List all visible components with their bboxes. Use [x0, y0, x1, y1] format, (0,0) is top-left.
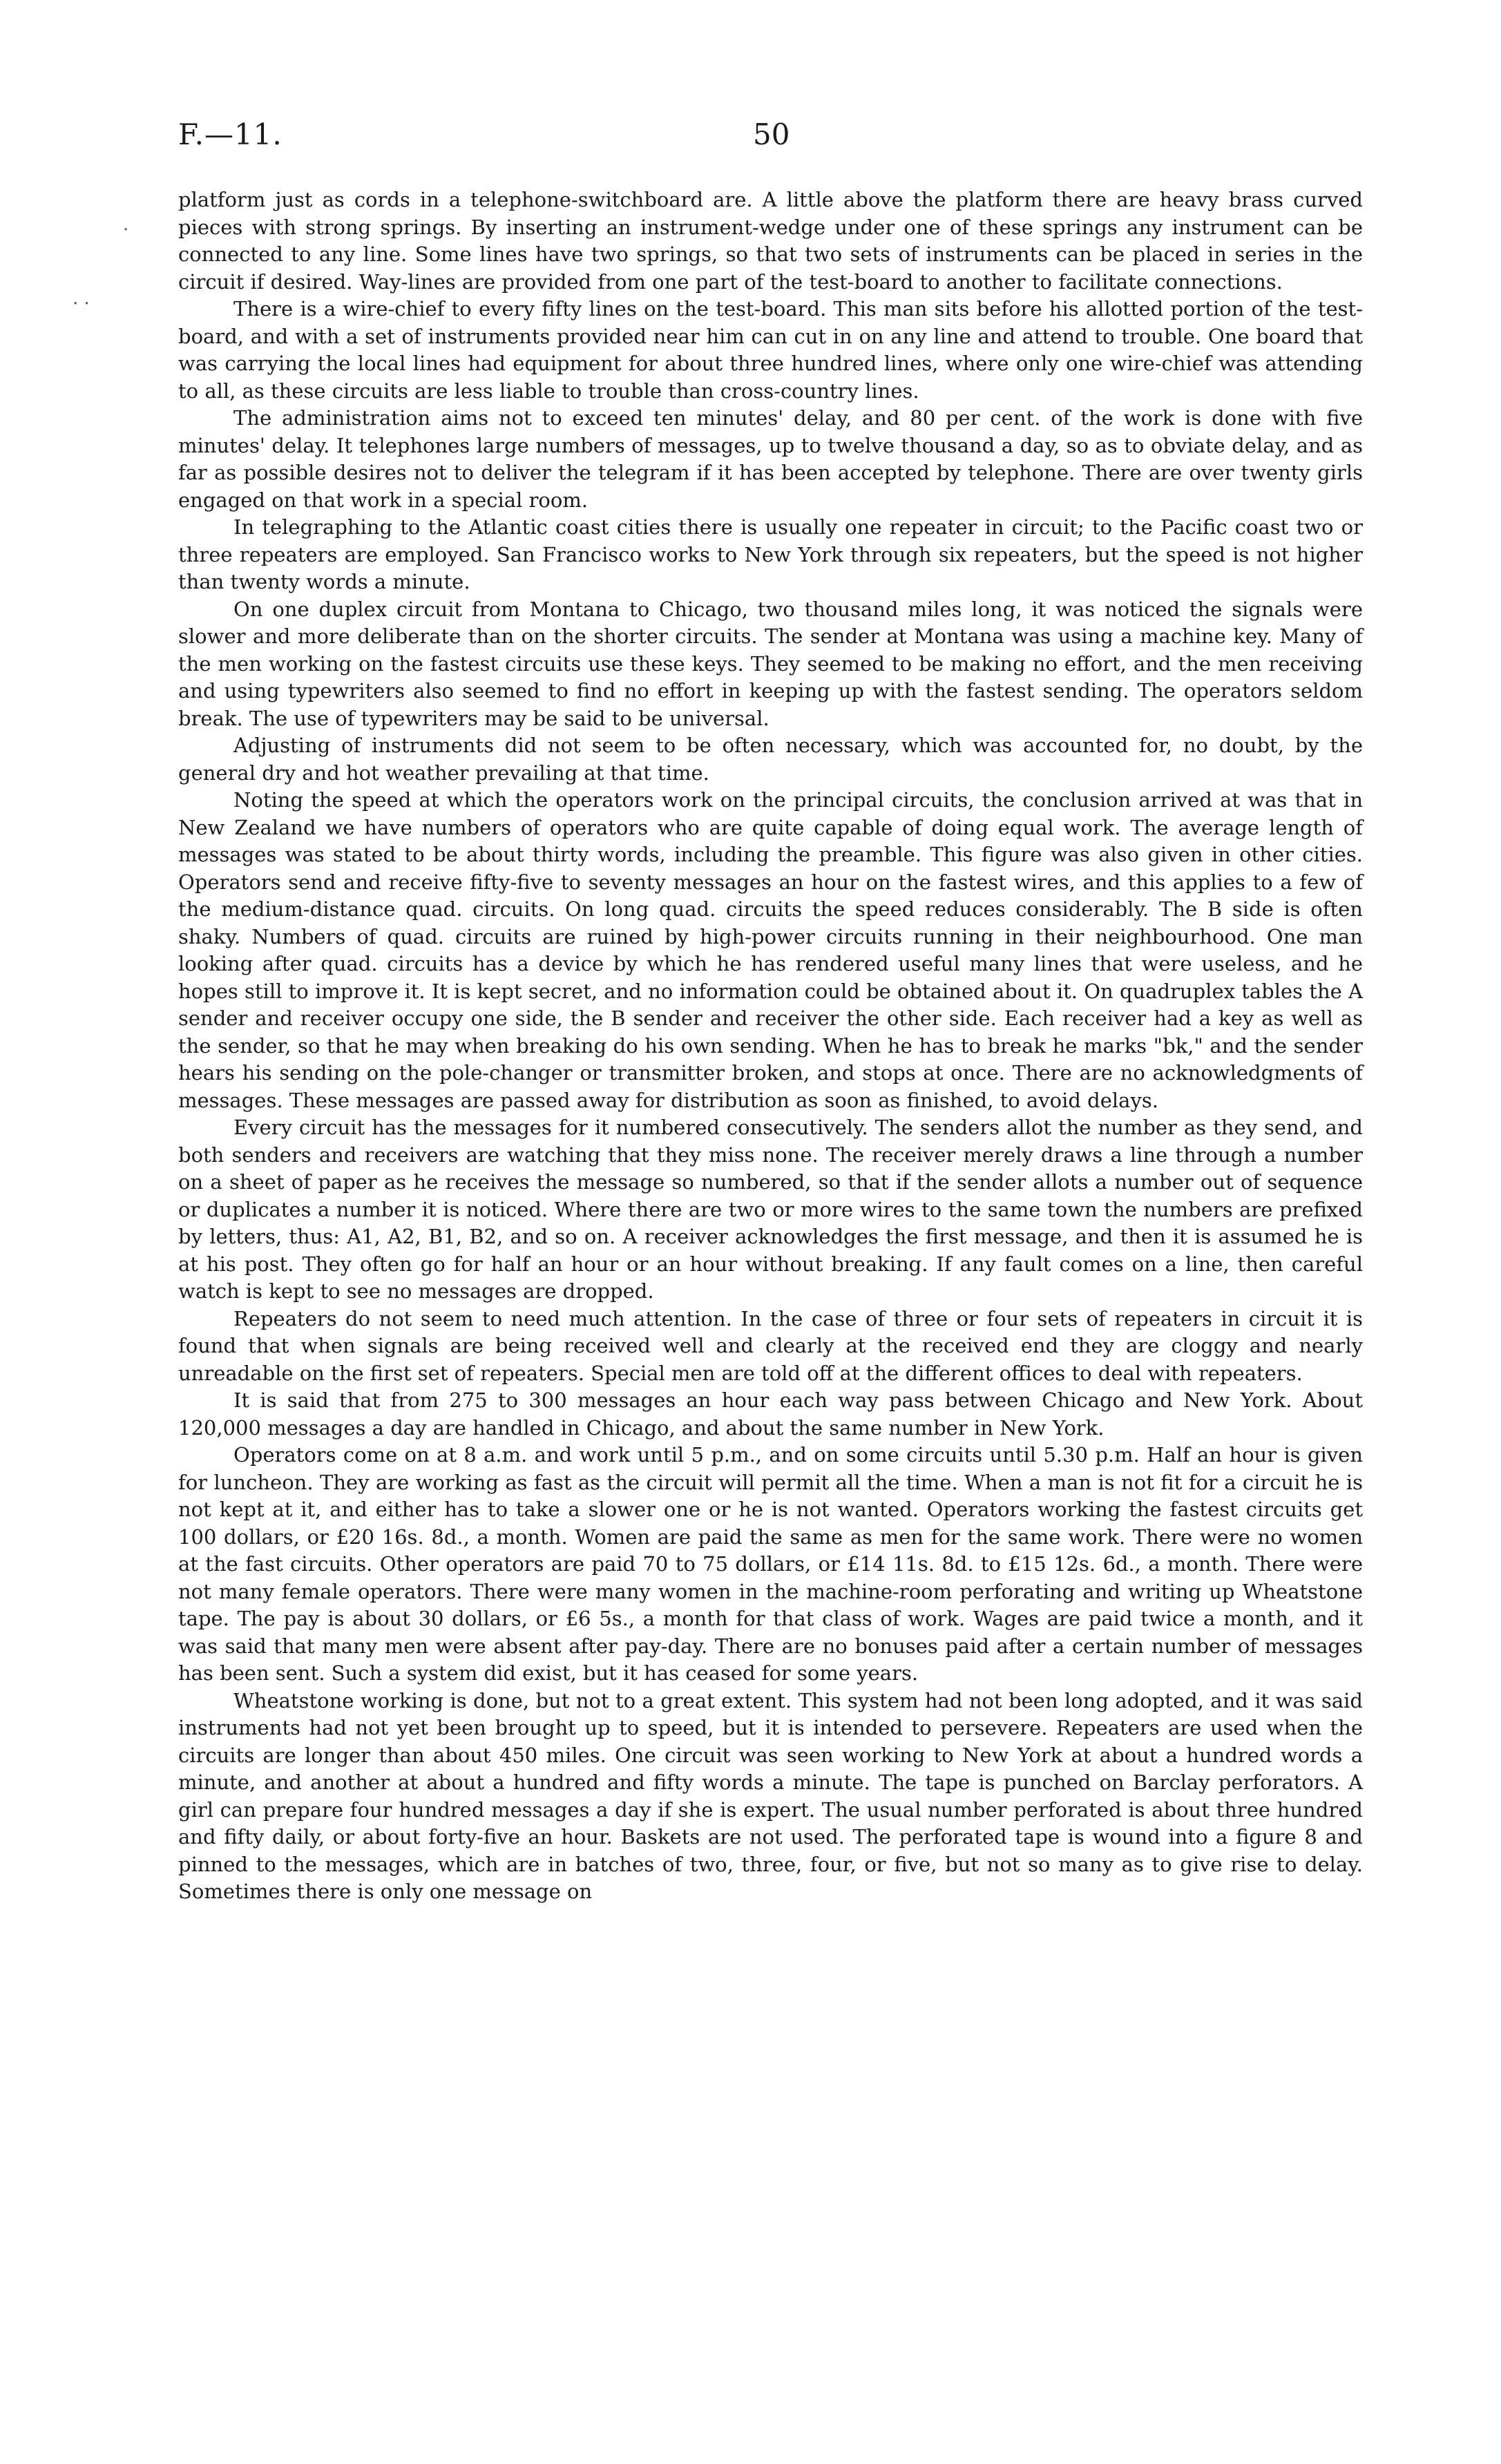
page-number: 50 — [753, 117, 790, 151]
paragraph: Wheatstone working is done, but not to a great extent. This system had not been long adopted, and it was said instruments had not yet been brought up to speed, but it is intended to persevere. Repeaters are used when the circuits are longer than about 450 miles. One circuit was seen working to New York at about a hundred words a minute, and another at about a hundred and fifty words a minute. The tape is punched on Barclay perforators. A girl can prepare four hundred messages a day if she is expert. The usual number perforated is about three hundred and fifty daily, or about forty-five an hour. Baskets are not used. The perforated tape is wound into a figure 8 and pinned to the messages, which are in batches of two, three, four, or five, but not so many as to give rise to delay. Sometimes there is only one message on — [178, 1688, 1363, 1903]
paragraph: Repeaters do not seem to need much attention. In the case of three or four sets of repeaters in circuit it is found that when signals are being received well and clearly at the received end they are cloggy and nearly unreadable on the first set of repeaters. Special men are told off at the different offices to deal with repeaters. — [178, 1306, 1363, 1385]
paragraph: It is said that from 275 to 300 messages an hour each way pass between Chicago and New York. About 120,000 messages a day are handled in Chicago, and about the same number in New York. — [178, 1388, 1363, 1440]
paragraph: Noting the speed at which the operators work on the principal circuits, the conclusion arrived at was that in New Zealand we have numbers of operators who are quite capable of doing equal work. The average length of messages was stated to be about thirty words, including the preamble. This figure was also given in other cities. Operators send and receive fifty-five to seventy messages an hour on the fastest wires, and this applies to a few of the medium-distance quad. circuits. On long quad. circuits the speed reduces considerably. The B side is often shaky. Numbers of quad. circuits are ruined by high-power circuits running in their neighbourhood. One man looking after quad. circuits has a device by which he has rendered useful many lines that were useless, and he hopes still to improve it. It is kept secret, and no information could be obtained about it. On quadruplex tables the A sender and receiver occupy one side, the B sender and receiver the other side. Each receiver had a key as well as the sender, so that he may when breaking do his own sending. When he has to break he marks "bk," and the sender hears his sending on the pole-changer or transmitter broken, and stops at once. There are no acknowledgments of messages. These messages are passed away for distribution as soon as finished, to avoid delays. — [178, 788, 1363, 1112]
paragraph: On one duplex circuit from Montana to Chicago, two thousand miles long, it was noticed the signals were slower and more deliberate than on the shorter circuits. The sender at Montana was using a machine key. Many of the men working on the fastest circuits use these keys. They seemed to be making no effort, and the men receiving and using typewriters also seemed to find no effort in keeping up with the fastest sending. The operators seldom break. The use of typewriters may be said to be universal. — [178, 597, 1363, 730]
paragraph: The administration aims not to exceed ten minutes' delay, and 80 per cent. of the work is done with five minutes' delay. It telephones large numbers of messages, up to twelve thousand a day, so as to obviate delay, and as far as possible desires not to deliver the telegram if it has been accepted by telephone. There are over twenty girls engaged on that work in a special room. — [178, 406, 1363, 512]
paragraph: Adjusting of instruments did not seem to be often necessary, which was accounted for, no doubt, by the general dry and hot weather prevailing at that time. — [178, 734, 1363, 785]
body-text — [178, 187, 1363, 1906]
margin-dot-mark: · — [123, 220, 129, 240]
page-header — [0, 117, 1501, 159]
paragraph: Every circuit has the messages for it numbered consecutively. The senders allot the number as they send, and both senders and receivers are watching that they miss none. The receiver merely draws a line through a number on a sheet of paper as he receives the message so numbered, so that if the sender allots a number out of sequence or duplicates a number it is noticed. Where there are two or more wires to the same town the numbers are prefixed by letters, thus: A1, A2, B1, B2, and so on. A receiver acknowledges the first message, and then it is assumed he is at his post. They often go for half an hour or an hour without breaking. If any fault comes on a line, then careful watch is kept to see no messages are dropped. — [178, 1116, 1363, 1303]
document-reference: F.—11. — [178, 117, 283, 151]
margin-dot-mark: · · — [73, 294, 90, 314]
paragraph: platform just as cords in a telephone-switchboard are. A little above the platform there are heavy brass curved pieces with strong springs. By inserting an instrument-wedge under one of these springs any instrument can be connected to any line. Some lines have two springs, so that two sets of instruments can be placed in series in the circuit if desired. Way-lines are provided from one part of the test-board to another to facilitate connections. — [178, 188, 1363, 294]
paragraph: Operators come on at 8 a.m. and work until 5 p.m., and on some circuits until 5.30 p.m. Half an hour is given for luncheon. They are working as fast as the circuit will permit all the time. When a man is not fit for a circuit he is not kept at it, and either has to take a slower one or he is not wanted. Operators working the fastest circuits get 100 dollars, or £20 16s. 8d., a month. Women are paid the same as men for the same work. There were no women at the fast circuits. Other operators are paid 70 to 75 dollars, or £14 11s. 8d. to £15 12s. 6d., a month. There were not many female operators. There were many women in the machine-room perforating and writing up Wheatstone tape. The pay is about 30 dollars, or £6 5s., a month for that class of work. Wages are paid twice a month, and it was said that many men were absent after pay-day. There are no bonuses paid after a certain number of messages has been sent. Such a system did exist, but it has ceased for some years. — [178, 1443, 1363, 1685]
paragraph: There is a wire-chief to every fifty lines on the test-board. This man sits before his allotted portion of the test-board, and with a set of instruments provided near him can cut in on any line and attend to trouble. One board that was carrying the local lines had equipment for about three hundred lines, where only one wire-chief was attending to all, as these circuits are less liable to trouble than cross-country lines. — [178, 297, 1363, 403]
paragraph: In telegraphing to the Atlantic coast cities there is usually one repeater in circuit; to the Pacific coast two or three repeaters are employed. San Francisco works to New York through six repeaters, but the speed is not higher than twenty words a minute. — [178, 515, 1363, 593]
